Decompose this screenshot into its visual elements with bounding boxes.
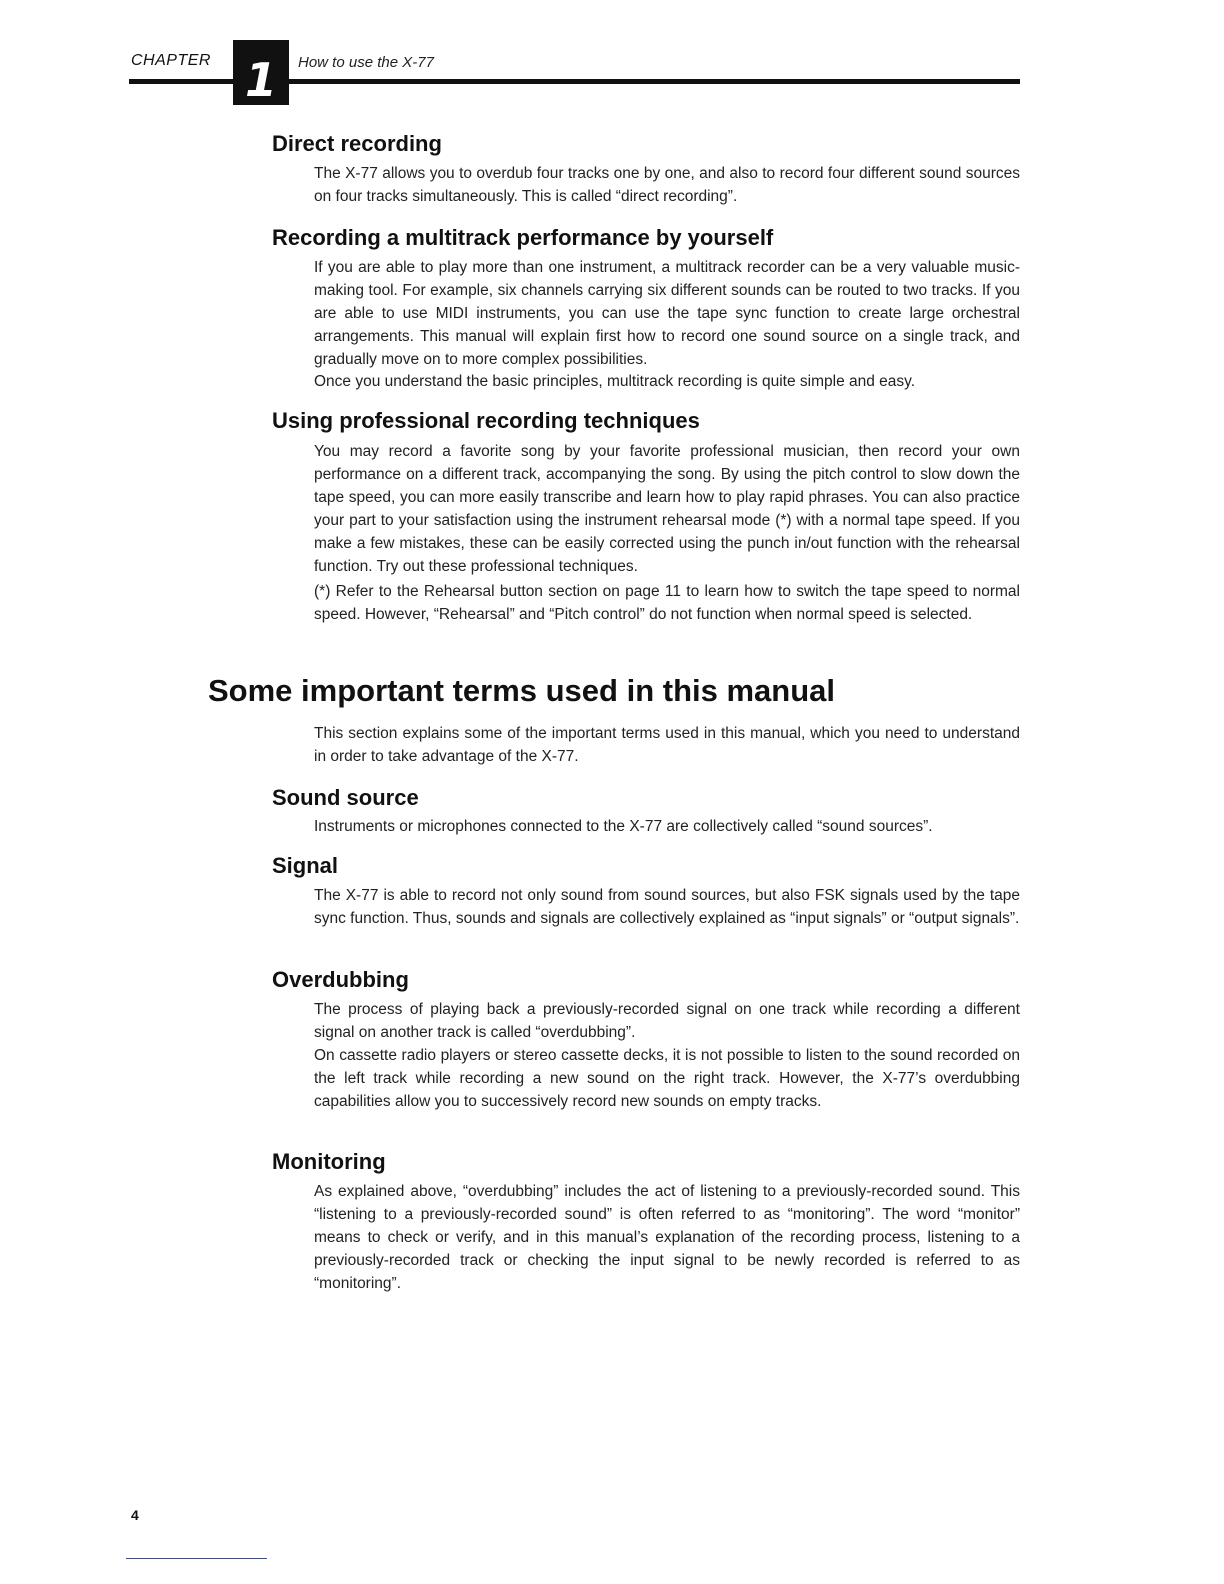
heading-monitoring: Monitoring <box>272 1149 386 1174</box>
footer-divider <box>126 1558 267 1559</box>
heading-sound-source: Sound source <box>272 785 419 810</box>
paragraph-multitrack-2: Once you understand the basic principles, multitrack recording is quite simple and easy. <box>314 373 916 390</box>
paragraph-overdubbing-2: On cassette radio players or stereo cassette decks, it is not possible to listen to the sound recorded on the left track while recording a new sound on the right track. However, the X-77’s overdubbing capabilities allow you to successively record new sounds on empty tracks. <box>314 1047 1020 1110</box>
chapter-label: CHAPTER <box>131 52 211 69</box>
paragraph-direct-recording: The X-77 allows you to overdub four tracks one by one, and also to record four different sound sources on four tracks simultaneously. This is called “direct recording”. <box>314 165 1020 205</box>
paragraph-professional-1: You may record a favorite song by your favorite professional musician, then record your own performance on a different track, accompanying the song. By using the pitch control to slow down the tape speed, you can more easily transcribe and learn how to play rapid phrases. You can also practice your part to your satisfaction using the instrument rehearsal mode (*) with a normal tape speed. If you make a few mistakes, these can be easily corrected using the punch in/out function with the rehearsal function. Try out these professional techniques. <box>314 443 1020 575</box>
heading-professional: Using professional recording techniques <box>272 408 700 433</box>
chapter-number-block: 1 <box>233 40 289 105</box>
chapter-title: How to use the X-77 <box>298 54 434 71</box>
heading-direct-recording: Direct recording <box>272 131 442 156</box>
heading-multitrack: Recording a multitrack performance by yourself <box>272 225 774 250</box>
page-number: 4 <box>131 1507 139 1523</box>
heading-signal: Signal <box>272 853 339 878</box>
heading-overdubbing: Overdubbing <box>272 967 409 992</box>
paragraph-terms-intro: This section explains some of the important terms used in this manual, which you need to understand in order to take advantage of the X-77. <box>314 725 1020 765</box>
heading-important-terms: Some important terms used in this manual <box>208 673 836 708</box>
paragraph-professional-note: (*) Refer to the Rehearsal button section on page 11 to learn how to switch the tape speed to normal speed. However, “Rehearsal” and “Pitch control” do not function when normal speed is selected. <box>314 583 1020 623</box>
paragraph-overdubbing-1: The process of playing back a previously-recorded signal on one track while recording a different signal on another track is called “overdubbing”. <box>314 1001 1020 1041</box>
paragraph-sound-source: Instruments or microphones connected to the X-77 are collectively called “sound sources”. <box>314 818 933 835</box>
paragraph-signal: The X-77 is able to record not only sound from sound sources, but also FSK signals used by the tape sync function. Thus, sounds and signals are collectively explained as “input signals” or “output signals”. <box>314 887 1020 927</box>
paragraph-monitoring: As explained above, “overdubbing” includes the act of listening to a previously-recorded sound. This “listening to a previously-recorded sound” is often referred to as “monitoring”. The word “monitor” means to check or verify, and in this manual’s explanation of the recording process, listening to a previously-recorded track or checking the input signal to be newly recorded is referred to as “monitoring”. <box>314 1183 1020 1292</box>
paragraph-multitrack-1: If you are able to play more than one instrument, a multitrack recorder can be a very valuable music-making tool. For example, six channels carrying six different sounds can be routed to two tracks. If you are able to use MIDI instruments, you can use the tape sync function to create large orchestral arrangements. This manual will explain first how to record one sound source on a single track, and gradually move on to more complex possibilities. <box>314 259 1020 368</box>
